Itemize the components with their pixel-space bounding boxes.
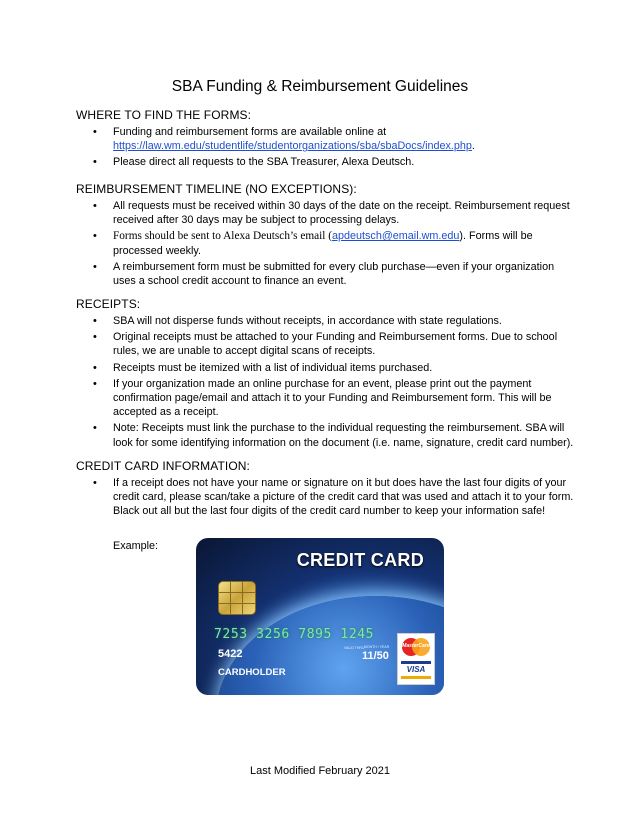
email-link[interactable]: apdeutsch@email.wm.edu bbox=[332, 230, 460, 243]
list-item-text: Funding and reimbursement forms are available online at bbox=[113, 126, 387, 138]
section-heading: WHERE TO FIND THE FORMS: bbox=[76, 108, 252, 122]
list-item: • If a receipt does not have your name or signature on it but does have the last four digits of your credit card, please scan/take a picture of the credit card that was used and attach it to your form. Black out all but the last four digits of the credit card number to keep your information safe! bbox=[76, 476, 576, 519]
card-expiry: 11/50 bbox=[362, 650, 389, 662]
card-number: 7253 3256 7895 1245 bbox=[214, 627, 375, 642]
mastercard-text: MasterCard bbox=[402, 643, 430, 649]
month-year-label: MONTH / YEAR bbox=[364, 645, 390, 649]
section-credit-card bbox=[76, 459, 576, 521]
bullet-list bbox=[76, 199, 576, 288]
section-timeline bbox=[76, 182, 576, 290]
chip-icon bbox=[218, 581, 256, 615]
mastercard-logo-icon bbox=[401, 637, 431, 657]
list-item: • Receipts must be itemized with a list of individual items purchased. bbox=[76, 361, 576, 375]
bullet-list bbox=[76, 125, 576, 170]
credit-card-image bbox=[196, 538, 444, 695]
bullet-list bbox=[76, 314, 576, 450]
section-heading: RECEIPTS: bbox=[76, 297, 141, 311]
section-heading: CREDIT CARD INFORMATION: bbox=[76, 459, 250, 473]
section-receipts bbox=[76, 297, 576, 452]
section-heading: REIMBURSEMENT TIMELINE (NO EXCEPTIONS): bbox=[76, 182, 357, 196]
card-short-number: 5422 bbox=[218, 648, 243, 660]
list-item: • Note: Receipts must link the purchase to the individual requesting the reimbursement. SBA will look for some identifying information on the document (i.e. name, signature, credit card number). bbox=[76, 421, 576, 449]
list-item: • Original receipts must be attached to your Funding and Reimbursement forms. Due to school rules, we are unable to accept digital scans of receipts. bbox=[76, 330, 576, 358]
forms-link[interactable]: https://law.wm.edu/studentlife/studentorganizations/sba/sbaDocs/index.php bbox=[113, 140, 472, 153]
card-brand-logos bbox=[397, 633, 435, 685]
list-item bbox=[76, 229, 576, 257]
list-item-text: Forms should be sent to Alexa Deutsch’s email ( bbox=[113, 230, 333, 243]
section-forms bbox=[76, 108, 576, 172]
list-item: • All requests must be received within 30 days of the date on the receipt. Reimbursement request received after 30 days may be subject to processing delays. bbox=[76, 199, 576, 227]
card-title: CREDIT CARD bbox=[296, 550, 424, 570]
bullet-list bbox=[76, 476, 576, 519]
valid-thru-text: VALID THRU bbox=[344, 646, 365, 650]
list-item: • Please direct all requests to the SBA Treasurer, Alexa Deutsch. bbox=[76, 155, 576, 169]
page-title: SBA Funding & Reimbursement Guidelines bbox=[171, 78, 469, 95]
example-label: Example: bbox=[113, 540, 159, 552]
list-item: • Funding and reimbursement forms are available online at https://law.wm.edu/studentlife/studentorganizations/sba/sbaDocs/index.php. bbox=[76, 125, 576, 153]
footer-modified: Last Modified February 2021 bbox=[249, 765, 391, 777]
list-item: • If your organization made an online purchase for an event, please print out the payment confirmation page/email and attach it to your Funding and Reimbursement form. This will be accepted as a receipt. bbox=[76, 377, 576, 420]
list-item-text: ). Forms will be processed weekly. bbox=[113, 230, 533, 257]
visa-logo-icon: VISA bbox=[401, 661, 431, 679]
list-item: • A reimbursement form must be submitted for every club purchase—even if your organization uses a school credit account to finance an event. bbox=[76, 260, 576, 288]
list-item: • SBA will not disperse funds without receipts, in accordance with state regulations. bbox=[76, 314, 576, 328]
cardholder-name: CARDHOLDER bbox=[218, 667, 286, 678]
